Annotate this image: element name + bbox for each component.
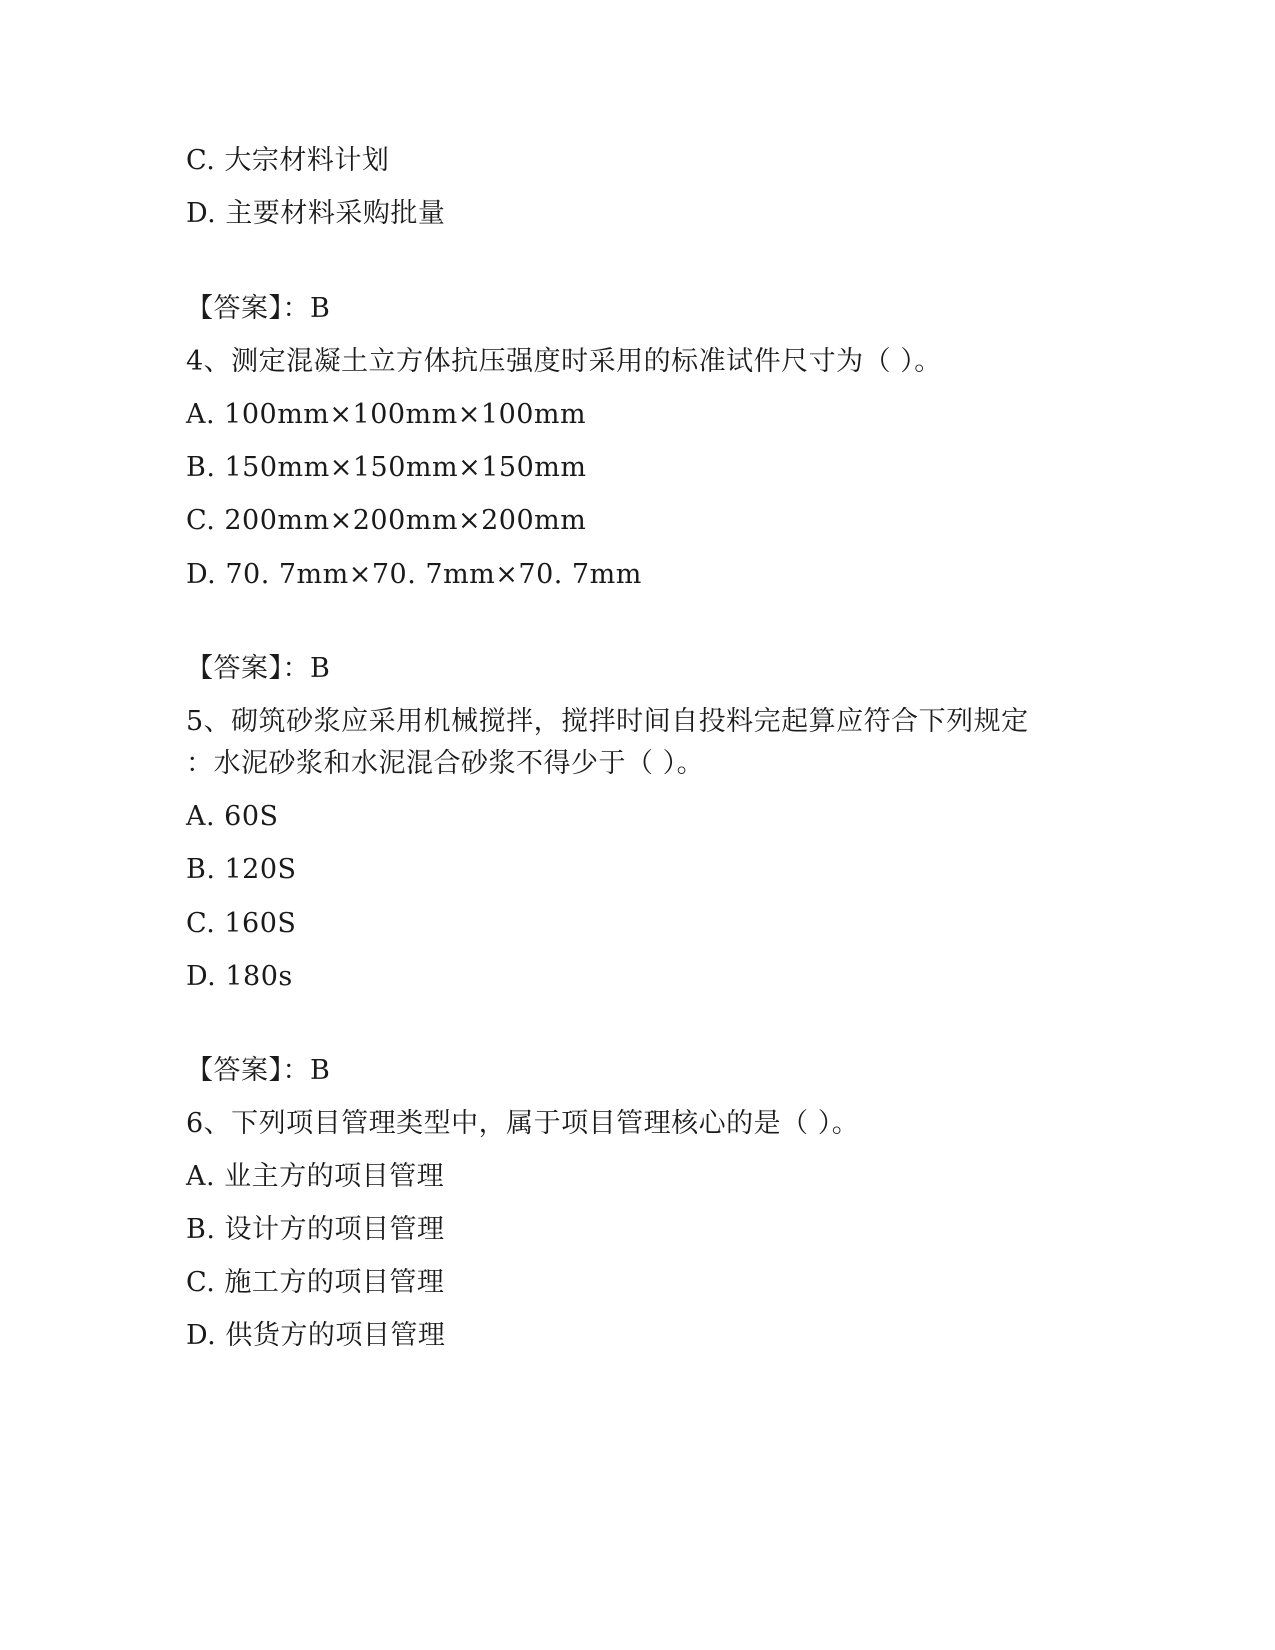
q4-option-a: A. 100mm×100mm×100mm: [186, 399, 587, 430]
q6-option-d: D. 供货方的项目管理: [186, 1320, 446, 1351]
prev-answer: 【答案】：B: [186, 293, 331, 324]
q4-answer: 【答案】：B: [186, 653, 331, 684]
q5-answer: 【答案】：B: [186, 1055, 331, 1086]
q5-stem-line2: ：水泥砂浆和水泥混合砂浆不得少于（ ）。: [186, 748, 705, 779]
prev-option-c: C. 大宗材料计划: [186, 145, 390, 176]
q6-option-c: C. 施工方的项目管理: [186, 1267, 445, 1298]
q5-option-a: A. 60S: [186, 801, 279, 832]
q6-option-a: A. 业主方的项目管理: [186, 1161, 445, 1192]
q4-stem: 4、测定混凝土立方体抗压强度时采用的标准试件尺寸为（ ）。: [186, 346, 942, 377]
prev-option-d: D. 主要材料采购批量: [186, 198, 446, 229]
q6-option-b: B. 设计方的项目管理: [186, 1214, 445, 1245]
q5-stem-line1: 5、砌筑砂浆应采用机械搅拌，搅拌时间自投料完起算应符合下列规定: [186, 706, 1029, 737]
q6-stem: 6、下列项目管理类型中，属于项目管理核心的是（ ）。: [186, 1108, 860, 1139]
q5-option-c: C. 160S: [186, 908, 297, 939]
q4-option-c: C. 200mm×200mm×200mm: [186, 505, 587, 536]
q5-option-b: B. 120S: [186, 854, 297, 885]
q4-option-d: D. 70. 7mm×70. 7mm×70. 7mm: [186, 559, 642, 590]
q4-option-b: B. 150mm×150mm×150mm: [186, 452, 587, 483]
q5-option-d: D. 180s: [186, 961, 293, 992]
